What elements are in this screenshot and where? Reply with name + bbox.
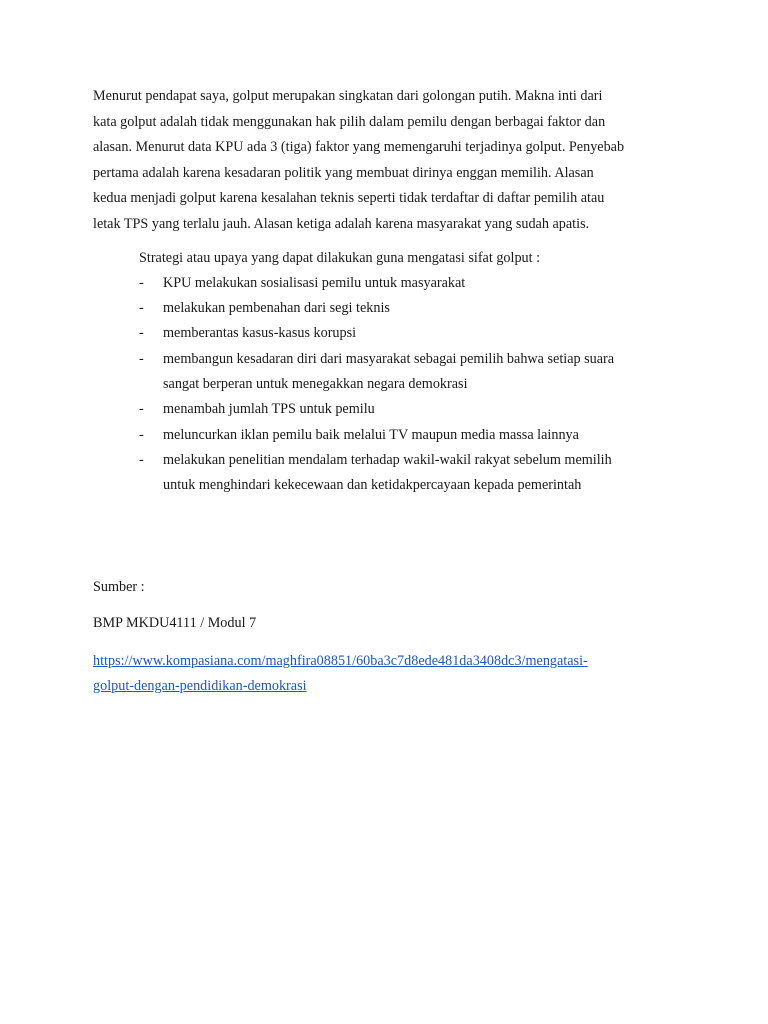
list-item-text: KPU melakukan sosialisasi pemilu untuk masyarakat: [163, 274, 466, 291]
list-item: [139, 296, 678, 321]
sources-heading: Sumber :: [93, 578, 145, 595]
list-item: [139, 347, 678, 398]
dash-bullet: -: [139, 451, 144, 468]
document-page: [93, 84, 678, 700]
dash-bullet: -: [139, 325, 144, 342]
intro-line-4: pertama adalah karena kesadaran politik yang membuat dirinya enggan memilih. Alasan: [93, 164, 594, 181]
list-item-text: memberantas kasus-kasus korupsi: [163, 325, 357, 342]
list-item-text: melakukan pembenahan dari segi teknis: [163, 300, 390, 317]
dash-bullet: -: [139, 350, 144, 367]
intro-line-1: Menurut pendapat saya, golput merupakan singkatan dari golongan putih. Makna inti dari: [93, 88, 603, 104]
source-link[interactable]: [93, 649, 653, 700]
intro-line-6: letak TPS yang terlalu jauh. Alasan ketiga adalah karena masyarakat yang sudah apatis.: [93, 215, 590, 232]
list-item: [139, 423, 678, 448]
dash-bullet: -: [139, 300, 144, 317]
intro-line-3: alasan. Menurut data KPU ada 3 (tiga) faktor yang memengaruhi terjadinya golput. Penyebab: [93, 139, 625, 156]
dash-bullet: -: [139, 401, 144, 418]
source-link-line-1[interactable]: https://www.kompasiana.com/maghfira08851/60ba3c7d8ede481da3408dc3/mengatasi-: [93, 652, 588, 669]
list-item-text-continued: untuk menghindari kekecewaan dan ketidakpercayaan kepada pemerintah: [163, 477, 582, 494]
dash-bullet: -: [139, 426, 144, 443]
intro-paragraph: [93, 84, 678, 238]
source-link-line-2[interactable]: golput-dengan-pendidikan-demokrasi: [93, 678, 307, 695]
list-item-text: melakukan penelitian mendalam terhadap wakil-wakil rakyat sebelum memilih: [163, 451, 612, 468]
list-item: [139, 271, 678, 296]
list-item: [139, 448, 678, 499]
dash-bullet: -: [139, 274, 144, 291]
list-item: [139, 321, 678, 346]
strategy-title: Strategi atau upaya yang dapat dilakukan guna mengatasi sifat golput :: [139, 249, 541, 266]
strategy-section: [93, 246, 678, 499]
list-item-text: meluncurkan iklan pemilu baik melalui TV maupun media massa lainnya: [163, 426, 579, 443]
intro-line-2: kata golput adalah tidak menggunakan hak pilih dalam pemilu dengan berbagai faktor dan: [93, 113, 606, 130]
list-item-text: menambah jumlah TPS untuk pemilu: [163, 401, 375, 418]
strategy-list: [139, 271, 678, 499]
intro-line-5: kedua menjadi golput karena kesalahan teknis seperti tidak terdaftar di daftar pemilih atau: [93, 190, 605, 207]
list-item: [139, 397, 678, 422]
list-item-text: membangun kesadaran diri dari masyarakat sebagai pemilih bahwa setiap suara: [163, 350, 615, 367]
source-bmp: BMP MKDU4111 / Modul 7: [93, 614, 257, 631]
list-item-text-continued: sangat berperan untuk menegakkan negara demokrasi: [163, 376, 468, 393]
